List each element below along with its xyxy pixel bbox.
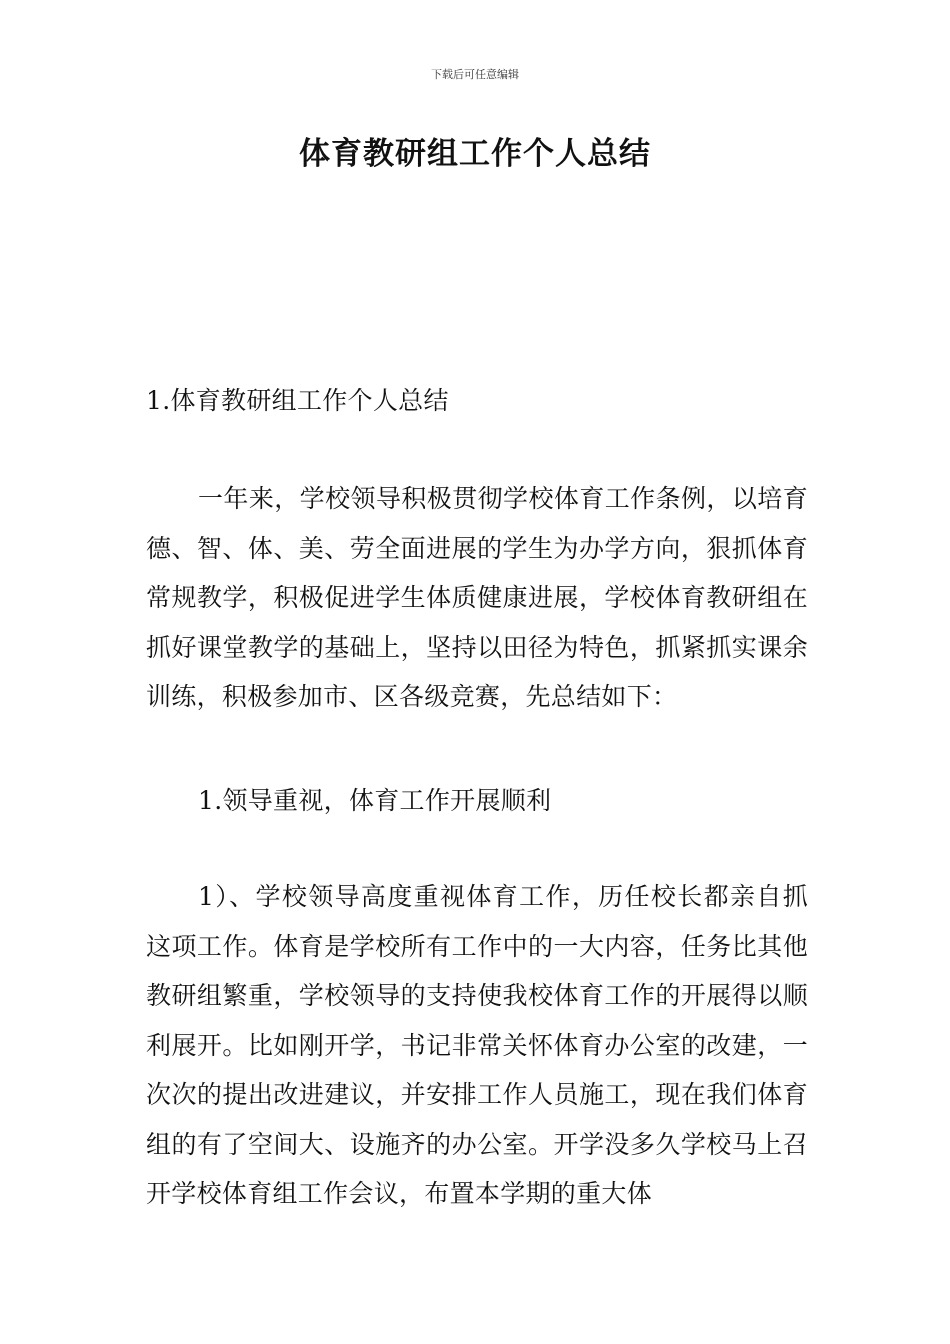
document-title: 体育教研组工作个人总结 xyxy=(299,136,651,172)
header-note: 下载后可任意编辑 xyxy=(431,68,519,81)
section-heading: 1.体育教研组工作个人总结 xyxy=(146,386,449,415)
body-paragraph: 1）、学校领导高度重视体育工作，历任校长都亲自抓这项工作。体育是学校所有工作中的一大内容，任务比其他教研组繁重，学校领导的支持使我校体育工作的开展得以顺利展开。比如刚开学，书记非常关怀体育办公室的改建，一次次的提出改进建议，并安排工作人员施工，现在我们体育组的有了空间大、设施齐的办公室。开学没多久学校马上召开学校体育组工作会议，布置本学期的重大体 xyxy=(146,882,808,1208)
body-paragraph: 一年来，学校领导积极贯彻学校体育工作条例，以培育德、智、体、美、劳全面进展的学生为办学方向，狠抓体育常规教学，积极促进学生体质健康进展，学校体育教研组在抓好课堂教学的基础上，坚持以田径为特色，抓紧抓实课余训练，积极参加市、区各级竞赛，先总结如下： xyxy=(146,484,808,711)
sub-heading: 1.领导重视，体育工作开展顺利 xyxy=(198,786,552,815)
